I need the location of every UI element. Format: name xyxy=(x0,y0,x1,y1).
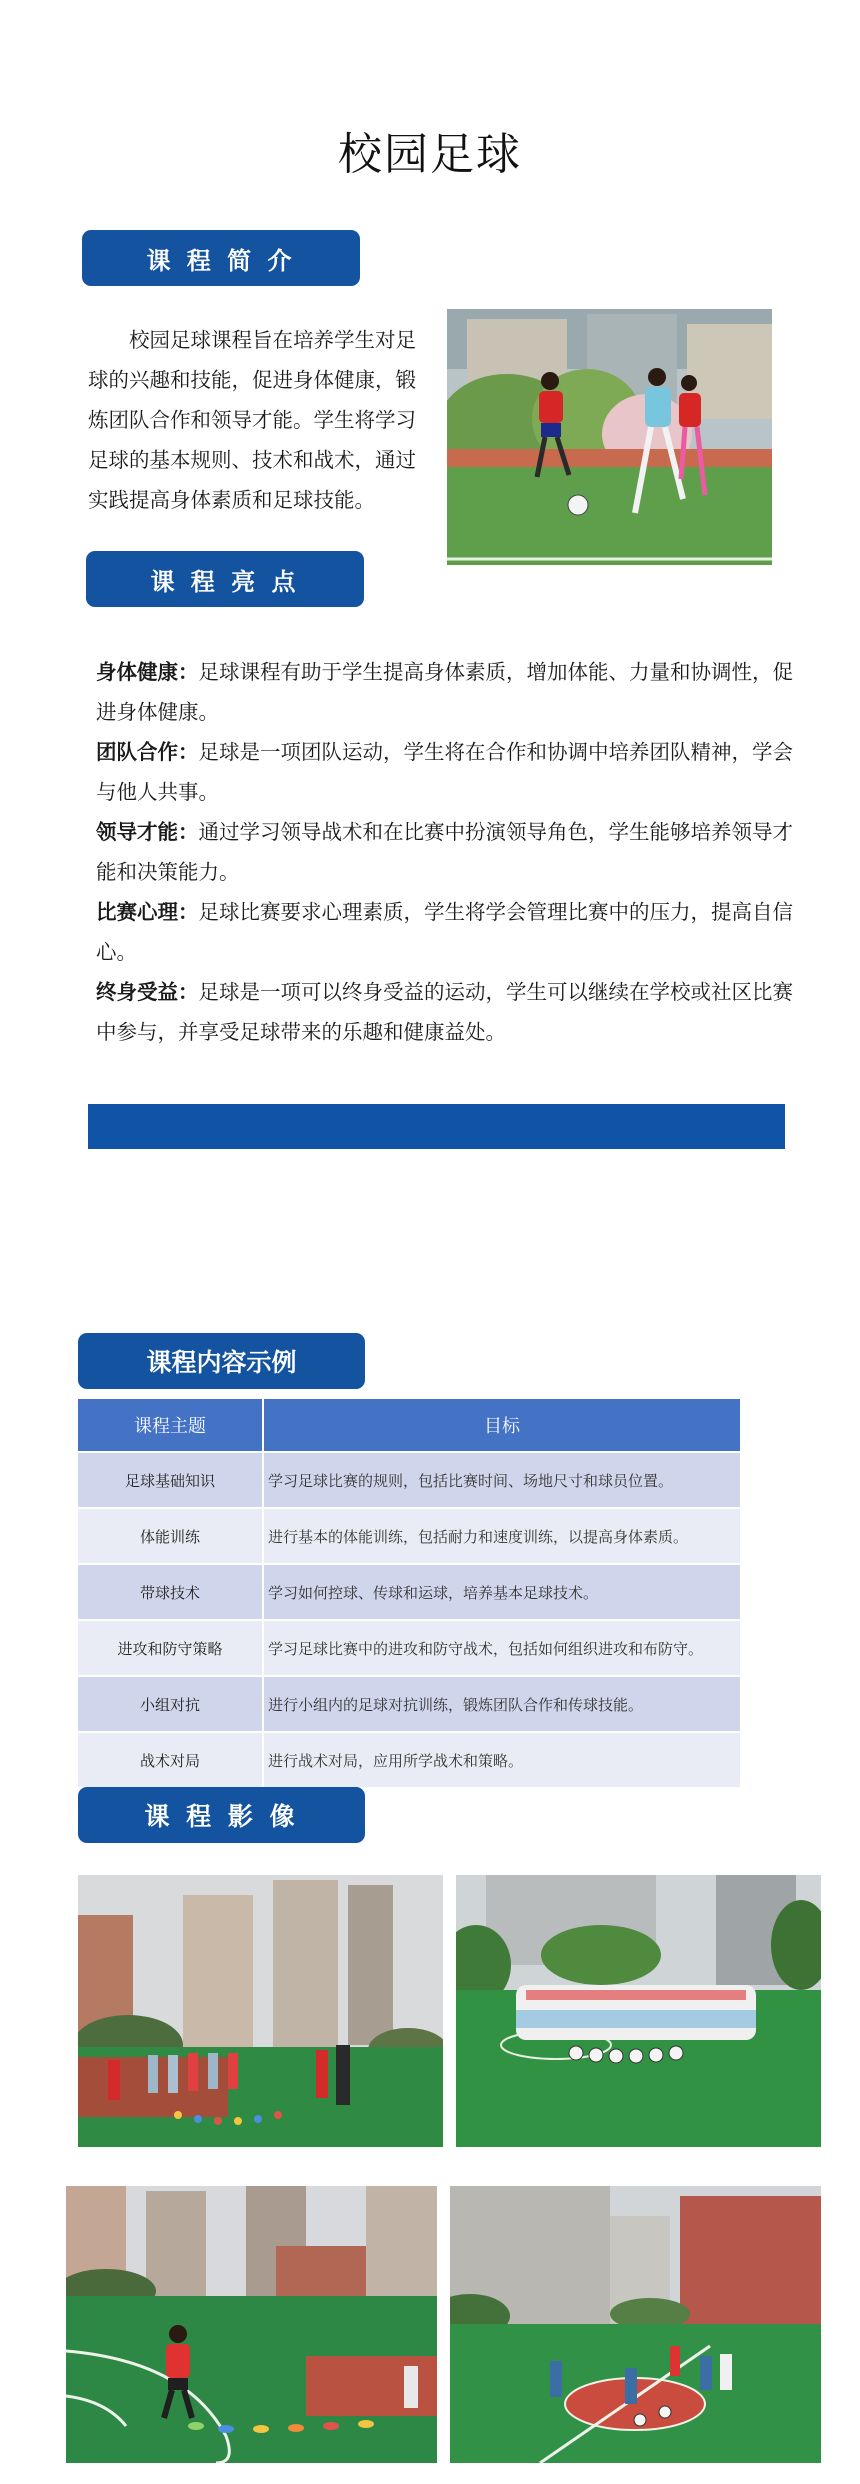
goal-cell: 进行基本的体能训练，包括耐力和速度训练，以提高身体素质。 xyxy=(264,1507,740,1563)
highlights-list xyxy=(96,652,798,1052)
goal-cell: 进行战术对局，应用所学战术和策略。 xyxy=(264,1731,740,1787)
highlights-section-header: 课 程 亮 点 xyxy=(86,551,364,607)
highlight-item: 领导才能：通过学习领导战术和在比赛中扮演领导角色，学生能够培养领导才能和决策能力。 xyxy=(96,820,793,884)
highlight-item: 身体健康：足球课程有助于学生提高身体素质，增加体能、力量和协调性，促进身体健康。 xyxy=(96,660,793,724)
highlight-item: 比赛心理：足球比赛要求心理素质，学生将学会管理比赛中的压力，提高自信心。 xyxy=(96,900,793,964)
highlight-item: 终身受益：足球是一项可以终身受益的运动，学生可以继续在学校或社区比赛中参与，并享受足球带来的乐趣和健康益处。 xyxy=(96,980,793,1044)
intro-section-header: 课 程 简 介 xyxy=(82,230,360,286)
goal-cell: 进行小组内的足球对抗训练，锻炼团队合作和传球技能。 xyxy=(264,1675,740,1731)
course-content-table xyxy=(78,1399,740,1787)
table-row xyxy=(78,1507,740,1563)
table-row xyxy=(78,1619,740,1675)
gallery-photo-center-circle xyxy=(450,2186,821,2463)
highlight-item: 团队合作：足球是一项团队运动，学生将在合作和协调中培养团队精神，学会与他人共事。 xyxy=(96,740,793,804)
gallery-photo-dribbling xyxy=(66,2186,437,2463)
topic-cell: 体能训练 xyxy=(78,1507,264,1563)
column-header-topic: 课程主题 xyxy=(78,1399,264,1451)
topic-cell: 进攻和防守策略 xyxy=(78,1619,264,1675)
content-section-header: 课程内容示例 xyxy=(78,1333,365,1389)
table-row xyxy=(78,1675,740,1731)
goal-cell: 学习如何控球、传球和运球，培养基本足球技术。 xyxy=(264,1563,740,1619)
table-row xyxy=(78,1563,740,1619)
table-header-row xyxy=(78,1399,740,1451)
topic-cell: 小组对抗 xyxy=(78,1675,264,1731)
goal-cell: 学习足球比赛中的进攻和防守战术，包括如何组织进攻和布防守。 xyxy=(264,1619,740,1675)
topic-cell: 带球技术 xyxy=(78,1563,264,1619)
topic-cell: 战术对局 xyxy=(78,1731,264,1787)
gallery-photo-group xyxy=(456,1875,821,2147)
page-title: 校园足球 xyxy=(338,129,522,180)
table-row xyxy=(78,1451,740,1507)
topic-cell: 足球基础知识 xyxy=(78,1451,264,1507)
intro-paragraph: 校园足球课程旨在培养学生对足球的兴趣和技能，促进身体健康，锻炼团队合作和领导才能。学生将学习足球的基本规则、技术和战术，通过实践提高身体素质和足球技能。 xyxy=(88,328,416,512)
gallery-section-header: 课 程 影 像 xyxy=(78,1787,365,1843)
intro-photo-girls-playing xyxy=(447,309,772,565)
gallery-photo-line-up xyxy=(78,1875,443,2147)
column-header-goal: 目标 xyxy=(264,1399,740,1451)
section-divider-bar xyxy=(88,1104,785,1149)
goal-cell: 学习足球比赛的规则，包括比赛时间、场地尺寸和球员位置。 xyxy=(264,1451,740,1507)
table-row xyxy=(78,1731,740,1787)
